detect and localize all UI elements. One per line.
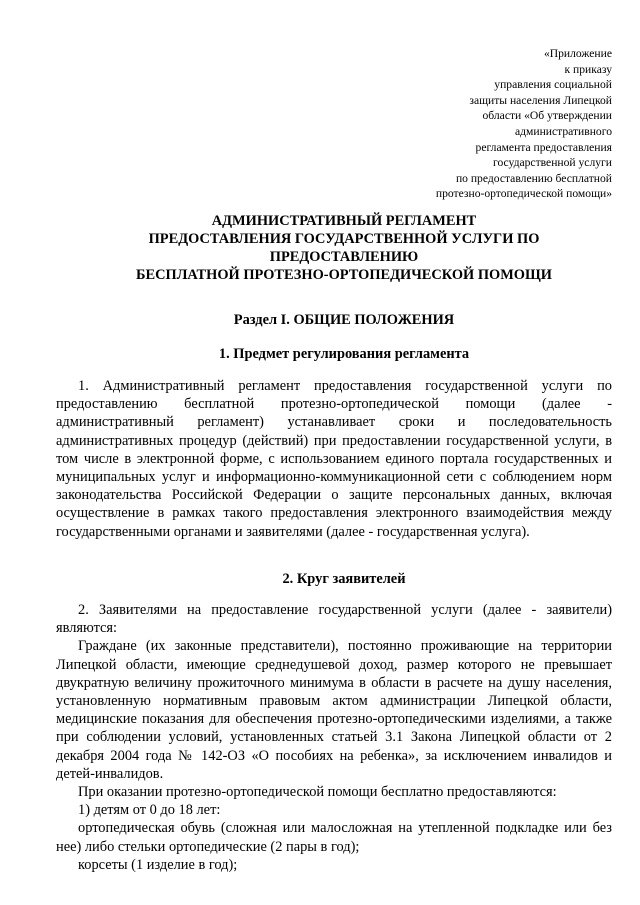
title-line: БЕСПЛАТНОЙ ПРОТЕЗНО-ОРТОПЕДИЧЕСКОЙ ПОМОЩИ bbox=[136, 267, 552, 283]
appendix-line: «Приложение bbox=[543, 47, 612, 60]
subsection-2-body bbox=[56, 601, 612, 874]
appendix-line: протезно-ортопедической помощи» bbox=[435, 187, 612, 201]
paragraph: корсеты (1 изделие в год); bbox=[78, 856, 238, 873]
subsection-1-heading: 1. Предмет регулирования регламента bbox=[218, 346, 470, 362]
appendix-line: административного bbox=[514, 124, 612, 138]
subsection-2-heading: 2. Круг заявителей bbox=[282, 571, 406, 587]
appendix-line: к приказу bbox=[564, 62, 612, 76]
subsection-1-body bbox=[56, 377, 612, 541]
appendix-line: управления социальной bbox=[494, 78, 612, 92]
paragraph: При оказании протезно-ортопедической помощи бесплатно предоставляются: bbox=[78, 784, 557, 801]
paragraph: 2. Заявителями на предоставление государственной услуги (далее - заявители) являются: bbox=[56, 602, 612, 637]
section-heading: Раздел I. ОБЩИЕ ПОЛОЖЕНИЯ bbox=[233, 312, 455, 328]
title-line: АДМИНИСТРАТИВНЫЙ РЕГЛАМЕНТ bbox=[211, 213, 477, 229]
paragraph: Граждане (их законные представители), постоянно проживающие на территории Липецкой области, имеющие среднедушевой доход, размер которого не превышает двукратную величину прожиточного минимума в области в расчете на душу населения, установленную нормативным правовым актом администрации Липецкой области, медицинские показания для обеспечения протезно-ортопедическими изделиями, а также при соблюдении условий, установленных статьей 3.1 Закона Липецкой области от 2 декабря 2004 года № 142-ОЗ «О пособиях на ребенка», за исключением инвалидов и детей-инвалидов. bbox=[56, 638, 612, 782]
appendix-reference bbox=[332, 46, 612, 202]
title-line: ПРЕДОСТАВЛЕНИЯ ГОСУДАРСТВЕННОЙ УСЛУГИ ПО bbox=[148, 231, 540, 247]
appendix-line: защиты населения Липецкой bbox=[469, 93, 612, 107]
paragraph: 1) детям от 0 до 18 лет: bbox=[78, 802, 221, 819]
document-title bbox=[60, 212, 628, 284]
appendix-line: регламента предоставления bbox=[475, 140, 612, 154]
paragraph: 1. Административный регламент предоставления государственной услуги по предоставлению бесплатной протезно-ортопедической помощи (далее - административный регламент) устанавливает сроки и последовательность административных процедур (действий) при предоставлении государственной услуги, в том числе в электронной форме, с использованием единого портала государственных и муниципальных услуг и информационно-коммуникационной сети с соблюдением норм законодательства Российской Федерации о защите персональных данных, включая осуществление в рамках такого предоставления электронного взаимодействия между государственными органами и заявителями (далее - государственная услуга). bbox=[56, 378, 612, 540]
title-line: ПРЕДОСТАВЛЕНИЮ bbox=[269, 249, 419, 265]
paragraph: ортопедическая обувь (сложная или малосложная на утепленной подкладке или без нее) либо стельки ортопедические (2 пары в год); bbox=[56, 820, 612, 855]
appendix-line: области «Об утверждении bbox=[482, 109, 612, 123]
appendix-line: по предоставлению бесплатной bbox=[455, 171, 612, 185]
appendix-line: государственной услуги bbox=[492, 156, 612, 170]
